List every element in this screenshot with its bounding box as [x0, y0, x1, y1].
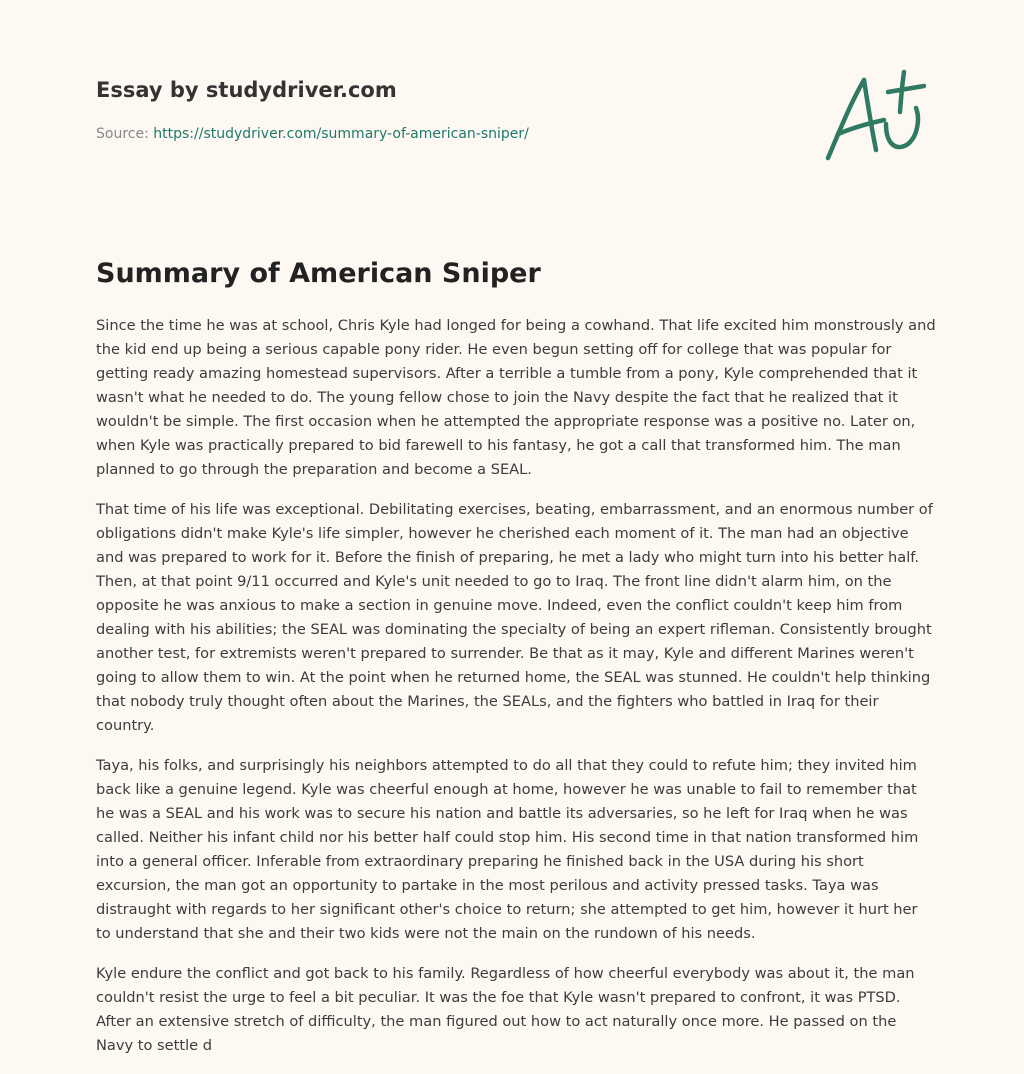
paragraph: Since the time he was at school, Chris Kyle had longed for being a cowhand. That life excited him monstrously and the kid end up being a serious capable pony rider. He even begun setting off for college that was popular for getting ready amazing homestead supervisors. After a terrible a tumble from a pony, Kyle comprehended that it wasn't what he needed to do. The young fellow chose to join the Navy despite the fact that he realized that it wouldn't be simple. The first occasion when he attempted the appropriate response was a positive no. Later on, when Kyle was practically prepared to bid farewell to his fantasy, he got a call that transformed him. The man planned to go through the preparation and become a SEAL. [96, 317, 936, 478]
source-link[interactable]: https://studydriver.com/summary-of-american-sniper/ [153, 126, 529, 142]
article-body [96, 314, 936, 1074]
article-title: Summary of American Sniper [96, 258, 541, 289]
a-plus-logo-svg [820, 68, 930, 168]
brand-title: Essay by studydriver.com [96, 78, 397, 102]
a-plus-logo-icon [820, 68, 930, 168]
paragraph: Kyle endure the conflict and got back to his family. Regardless of how cheerful everybody was about it, the man couldn't resist the urge to feel a bit peculiar. It was the foe that Kyle wasn't prepared to confront, it was PTSD. After an extensive stretch of difficulty, the man figured out how to act naturally once more. He passed on the Navy to settle d [96, 965, 915, 1054]
page-header [96, 76, 796, 144]
source-line [96, 124, 796, 144]
source-label: Source: [96, 126, 149, 142]
paragraph: Taya, his folks, and surprisingly his neighbors attempted to do all that they could to refute him; they invited him back like a genuine legend. Kyle was cheerful enough at home, however he was unable to fail to remember that he was a SEAL and his work was to secure his nation and battle its adversaries, so he left for Iraq when he was called. Neither his infant child nor his better half could stop him. His second time in that nation transformed him into a general officer. Inferable from extraordinary preparing he finished back in the USA during his short excursion, the man got an opportunity to partake in the most perilous and activity pressed tasks. Taya was distraught with regards to her significant other's choice to return; she attempted to get him, however it hurt her to understand that she and their two kids were not the main on the rundown of his needs. [96, 757, 919, 942]
paragraph: That time of his life was exceptional. Debilitating exercises, beating, embarrassment, and an enormous number of obligations didn't make Kyle's life simpler, however he cherished each moment of it. The man had an objective and was prepared to work for it. Before the finish of preparing, he met a lady who might turn into his better half. Then, at that point 9/11 occurred and Kyle's unit needed to go to Iraq. The front line didn't alarm him, on the opposite he was anxious to make a section in genuine move. Indeed, even the conflict couldn't keep him from dealing with his abilities; the SEAL was dominating the specialty of being an expert rifleman. Consistently brought another test, for extremists weren't prepared to surrender. Be that as it may, Kyle and different Marines weren't going to allow them to win. At the point when he returned home, the SEAL was stunned. He couldn't help thinking that nobody truly thought often about the Marines, the SEALs, and the fighters who battled in Iraq for their country. [96, 501, 933, 734]
